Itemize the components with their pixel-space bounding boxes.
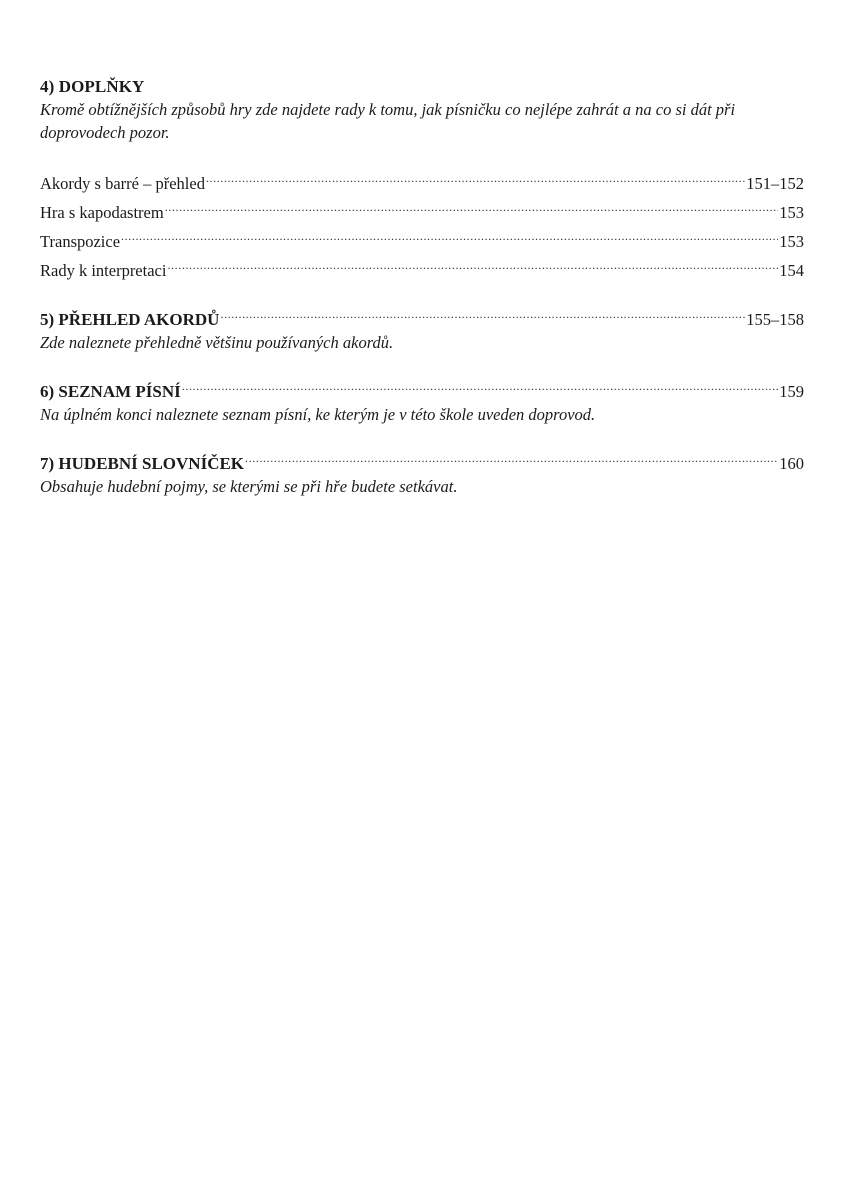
toc-entry[interactable]: [40, 166, 804, 195]
toc-section-prehled-akordu: [40, 302, 804, 354]
dot-leader: [165, 195, 779, 218]
dot-leader: [206, 166, 745, 189]
toc-section-doplnky: [40, 76, 804, 282]
toc-entry-page: 155–158: [746, 310, 804, 329]
dot-leader: [220, 302, 745, 325]
section-description: Zde naleznete přehledně většinu používaných akordů.: [40, 333, 394, 352]
toc-entry-page: 154: [779, 261, 804, 280]
table-of-contents: [40, 76, 804, 516]
section-heading: 5) PŘEHLED AKORDŮ: [40, 310, 220, 329]
toc-entry-page: 159: [779, 382, 804, 401]
section-description: Kromě obtížnějších způsobů hry zde najdete rady k tomu, jak písničku co nejlépe zahrát a na co si dát při doprovodech pozor.: [40, 100, 736, 142]
toc-entry-label: Akordy s barré – přehled: [40, 174, 205, 193]
dot-leader: [245, 446, 778, 469]
section-description: Obsahuje hudební pojmy, se kterými se při hře budete setkávat.: [40, 477, 458, 496]
dot-leader: [182, 374, 779, 397]
toc-heading-entry[interactable]: [40, 302, 804, 331]
toc-entry-label: Transpozice: [40, 232, 121, 251]
toc-heading-entry[interactable]: [40, 446, 804, 475]
section-heading: 6) SEZNAM PÍSNÍ: [40, 382, 181, 401]
section-heading: 4) DOPLŇKY: [40, 77, 145, 96]
toc-entry[interactable]: [40, 253, 804, 282]
toc-heading-entry[interactable]: [40, 374, 804, 403]
toc-entry-page: 153: [779, 203, 804, 222]
toc-entry-page: 160: [779, 454, 804, 473]
toc-entry-page: 153: [779, 232, 804, 251]
toc-section-seznam-pisni: [40, 374, 804, 426]
toc-entry-page: 151–152: [746, 174, 804, 193]
section-description: Na úplném konci naleznete seznam písní, ke kterým je v této škole uveden doprovod.: [40, 405, 596, 424]
toc-subitems: [40, 166, 804, 282]
toc-entry[interactable]: [40, 195, 804, 224]
dot-leader: [167, 253, 778, 276]
toc-entry-label: Hra s kapodastrem: [40, 203, 164, 222]
toc-section-hudebni-slovnicek: [40, 446, 804, 498]
toc-entry[interactable]: [40, 224, 804, 253]
section-heading: 7) HUDEBNÍ SLOVNÍČEK: [40, 454, 245, 473]
dot-leader: [121, 224, 778, 247]
toc-entry-label: Rady k interpretaci: [40, 261, 167, 280]
